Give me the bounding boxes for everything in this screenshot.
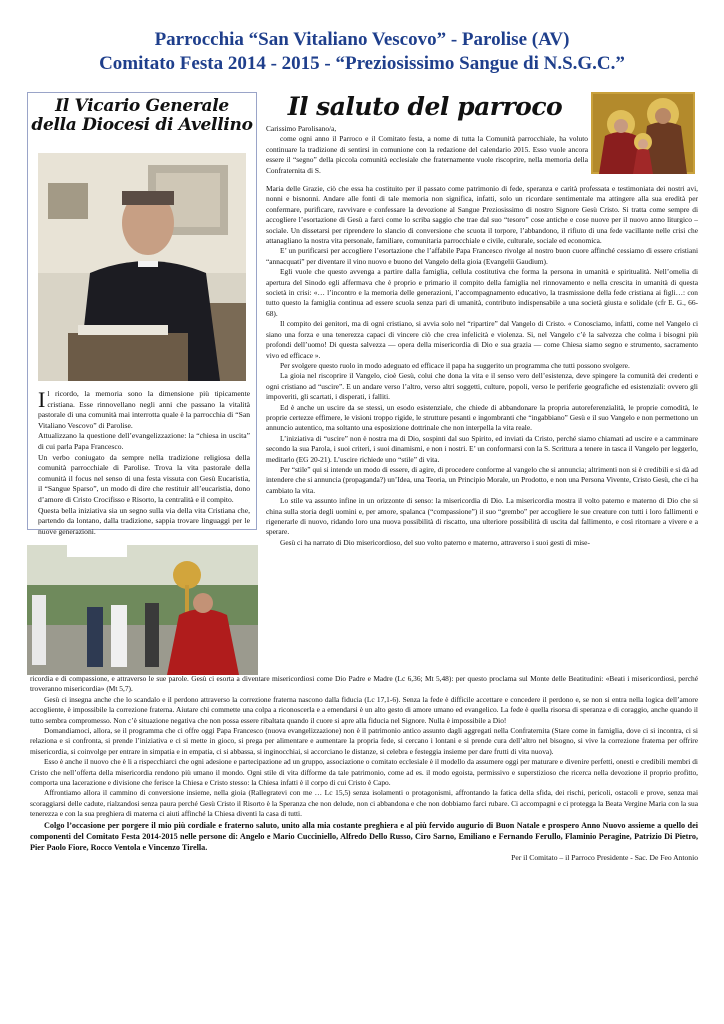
vicar-title-line-2: della Diocesi di Avellino	[31, 115, 253, 135]
letter-paragraph-5: Per svolgere questo ruolo in modo adeguato ed efficace il papa ha suggerito un programma che tutti possono svolgere.	[280, 360, 630, 370]
letter-body-wide	[30, 674, 698, 863]
letter-closing: Colgo l’occasione per porgere il mio più cordiale e fraterno saluto, unito alla mia costante preghiera e al più fervido augurio di Buon Natale e prospero Anno Nuovo assieme a quello dei componenti del Comitato Festa 2014-2015 nelle persone di: Angelo e Mario Cucciniello, Alfredo Dello Russo, Ciro Sarno, Emiliano e Fernando Ferullo, Flaminio Peragine, Patrizio Di Pietro, Pier Paolo Fiore, Rocco Ventola e Vincenzo Tirella.	[30, 820, 698, 852]
letter-opening	[266, 124, 588, 176]
procession-photo	[27, 545, 258, 675]
vicar-photo	[38, 153, 246, 381]
letter-paragraph-6: La gioia nel riscoprire il Vangelo, cioè Gesù, colui che dona la vita e il senso vero dell’esistenza, deve spingere la comunità dei credenti e ogni cristiano ad “uscire”. E un andare verso l’altro, verso altri soggetti, culture, popoli, verso le periferie geografiche ed esistenziali: ovvero gli impoveriti, gli scartati, i disperati, i falliti.	[266, 371, 698, 402]
letter-paragraph-12: Gesù ci insegna anche che lo scandalo e il perdono attraverso la correzione fraterna nascono dalla fiducia (Lc 17,1-6). Senza la fede è difficile accettare e concedere il perdono e, se non si entra nella logica dell’amore accogliente, è impossibile la correzione fraterna. Aiutare chi commette una colpa a riconoscerla e a emendarsi è un alto gesto di amore umano ed evangelico. La fede è quella risorsa di speranza e di coraggio, anche quando il tutto sembra compromesso. Non c’è situazione negativa che non possa essere ribaltata quando il cuore si apre alla fiducia nel Signore. Nulla è impossibile a Dio!	[30, 694, 698, 725]
vicar-paragraph-1-text: l ricordo, la memoria sono la dimensione più tipicamente cristiana. Esse rinnovellano negli anni che passano la vitalità pastorale di una comunità mai interrotta quale è la parrocchia di “San Vitaliano Vescovo” di Parolise.	[38, 389, 250, 430]
letter-paragraph-1: come ogni anno il Parroco e il Comitato festa, a nome di tutta la Comunità parrocchiale, ha voluto continuare la tradizione di sentirsi in comunione con la redazione del calendario 2015. Esso vuole ancora essere il “segno” della piccola comunità ecclesiale che fraternamente vuole riscoprire, nella memoria della Confraternita di S.	[266, 134, 588, 175]
vicar-dropcap: I	[38, 387, 46, 412]
saluto-title: Il saluto del parroco	[287, 92, 563, 121]
vicar-paragraph-2: Attualizzano la questione dell’evangelizzazione: la “chiesa in uscita” di cui parla Papa Francesco.	[38, 431, 250, 451]
letter-paragraph-9: Per “stile” qui si intende un modo di essere, di agire, di procedere conforme al vangelo che si annuncia; altrimenti non si è credibili e si dà ad intendere che si annuncia (propaganda?) un’Idea, una Teoria, un Principio Morale, un Prodotto, e non una Persona Vivente, Cristo Gesù, che ci ha cambiato la vita.	[266, 464, 698, 495]
letter-paragraph-11a: Gesù ci ha narrato di Dio misericordioso, del suo volto paterno e materno, attraverso i suoi gesti di mise-	[280, 537, 590, 547]
masthead	[0, 28, 724, 76]
holy-family-icon	[591, 92, 695, 174]
letter-paragraph-2: E’ un purificarsi per accogliere l’esortazione che l’affabile Papa Francesco rivolge al nostro buon cuore affinché cessiamo di essere cristiani “annacquati” per diventare il vino nuovo e buono del Vangelo della gioia (Evangelii Gaudium).	[266, 246, 698, 266]
masthead-line-2: Comitato Festa 2014 - 2015 - “Preziosissimo Sangue di N.S.G.C.”	[99, 53, 625, 74]
vicar-paragraph-3: Un verbo coniugato da sempre nella tradizione religiosa della comunità parrocchiale di Parolise. Trova la vita pastorale della comunità il focus nel senso di una festa vissuta con Gesù Eucaristia, il “Sangue Sparso”, un modo di dire che restituir all’eucaristia, dono d’amore di Cristo Crocifisso e Risorto, la centralità e il compito.	[38, 452, 250, 504]
vicar-paragraph-4: Questa bella iniziativa sia un segno sulla via della vita Cristiana che, partendo da lontano, dalla tradizione, sappia trovare linguaggi per le nuove generazioni.	[38, 505, 250, 536]
letter-paragraph-4: Il compito dei genitori, ma di ogni cristiano, si avvia solo nel “ripartire” dal Vangelo di Cristo. « Conosciamo, infatti, come nel Vangelo ci siano una forza e una tenerezza capaci di vincere ciò che crea infelicità e violenza. Si, nel Vangelo c’è la salvezza che colma i bisogni più profondi dell’uomo! Di questa salvezza — opera della misericordia di Dio e sua grazia — come Chiesa siamo segno e strumento, sacramento vivo ed efficace ».	[266, 319, 698, 360]
vicar-box	[27, 92, 257, 536]
letter-paragraph-3: Egli vuole che questo avvenga a partire dalla famiglia, cellula costitutiva che forma la persona in umanità e spiritualità. Nell’omelia di apertura del Sinodo egli affermava che è proprio e primario il compito della famiglia nel rinnovamento e nella crescita in umanità di questa società in crisi: «… l’incontro e la memoria delle generazioni, l’accompagnamento educativo, la trasmissione della fede cristiana ai figli…: con tutto questo la famiglia continua ad essere scuola senza pari di umanità, contributo indispensabile a una società giusta e solidale (cfr E. G., 66-68).	[266, 267, 698, 318]
letter-paragraph-11b: ricordia e di compassione, e attraverso le sue parole. Gesù ci esorta a diventare misericordiosi come Dio Padre e Madre (Lc 6,36; Mt 5,48): per questo proclama sul Monte delle Beatitudini: «Beati i misericordiosi, perché troveranno misericordia» (Mt 5,7).	[30, 674, 698, 694]
masthead-line-1: Parrocchia “San Vitaliano Vescovo” - Parolise (AV)	[154, 29, 570, 50]
letter-paragraph-1b: Maria delle Grazie, ciò che essa ha costituito per il passato come patrimonio di fede, speranza e carità professata e testimoniata dei nostri avi, nonni e bisnonni. Andare alle fonti di tale memoria non significa, infatti, solo un ricordare sentimentale ma attingere alla sua eredità per confermare, purificare, ravvivare e confessare la devozione al Sangue Preziosissimo di nostro Signore Gesù Cristo. Si tratta come sempre di accogliere l’esortazione di Gesù a farci come lo scriba saggio che trae dal suo “tesoro” cose antiche e cose nuove per il nuovo anno liturgico – sociale. Un dissetarsi per riprendere lo slancio di conversione che scuota il torpore, l’abbandono, il rifiuto di una fede vacillante nelle crisi che attanagliano la nostra vita personale, familiare, comunitaria parrocchiale e civile, culturale, sociale ed economica.	[266, 184, 698, 246]
vicar-title-line-1: Il Vicario Generale	[55, 96, 229, 116]
letter-paragraph-13: Domandiamoci, allora, se il programma che ci offre oggi Papa Francesco (nuova evangelizzazione) non è il patrimonio antico assunto dagli aggregati nella Confraternita (Stare come in famiglia, dove ci si incontra, ci si relaziona e si confronta, si prende l’iniziativa e ci si mette in gioco, si prega per alimentare e aumentare la propria fede, si cercano i lontani e si prende cura dell’altro nel bisogno, si vive la correzione fraterna per offrire misericordia, si coinvolge per entrare in simpatia e in empatia, ci si abbassa, si inginocchiai, si accorciano le distanze, si celebra e festeggia insieme per dare frutti di vita nuova).	[30, 726, 698, 756]
letter-paragraph-15: Affrontiamo allora il cammino di conversione insieme, nella gioia (Rallegratevi con me … Lc 15,5) senza isolamenti o protagonismi, affrontando la fatica della sfida, dei rischi, pericoli, ostacoli e prove, senza mai scoraggiarsi delle cadute, rialzandosi senza paura perché Gesù Cristo il Risorto è la Speranza che non delude, non ci abbandona e che non dobbiamo farci rubare. Ci accompagni e ci protegga la Beata Vergine Maria con la sua tenerezza e con la sua preghiera di materna ci aiuti affinché la Chiesa diventi la casa di tutti.	[30, 788, 698, 819]
vicar-paragraph-1	[38, 389, 250, 431]
letter-paragraph-10: Lo stile va assunto infine in un orizzonte di senso: la misericordia di Dio. La misericordia mostra il volto paterno e materno di Dio che si china sulla storia degli uomini e, per amore, spalanca (“compassione”) il suo “grembo” per accogliere le sue creature con tutti i loro fallimenti e rigenerarle di nuovo, ridando loro una nuova possibilità di riscatto, una ulteriore possibilità di uscita dal fallimento, e così ritornare a vivere e a sperare.	[266, 496, 698, 537]
letter-paragraph-8: L’iniziativa di “uscire” non è nostra ma di Dio, sospinti dal suo Spirito, ed inviati da Cristo, perché siamo chiamati ad uscire e a camminare secondo la sua Parola, i suoi criteri, i suoi dinamismi, e non i nostri. E’ un conformarsi con la S. Scrittura a tenere in tasca il Vangelo per leggerlo, meditarlo (EG 20-21). L’uscire richiede uno “stile” di vita.	[266, 433, 698, 464]
letter-body	[266, 184, 698, 548]
letter-paragraph-7: Ed è anche un uscire da se stessi, un esodo esistenziale, che chiede di abbandonare la propria autoreferenzialità, le proprie comodità, le proprie certezze effimere, le visioni troppo rigide, le strutture pesanti e ingombranti che “ingabbiano” Gesù e il suo Vangelo e non permettono un annuncio autentico, ma soltanto una esposizione dottrinale che non interpella la vita reale.	[266, 402, 698, 433]
letter-paragraph-14: Esso è anche il nuovo che è li a rispecchiarci che ogni adesione e partecipazione ad un gruppo, associazione o comitato ecclesiale è il modello da assumere oggi per maturare e divenire perfetti, onesti e credibili membri di Cristo che nell’offerta della misericordia rendono più umano il mondo. Ogni stile di vita difforme da tale patrimonio, come ad es. il modo egoista, permissivo e superstizioso che ricerca nella devozione il proprio profitto, comporta una lacerazione e divisione che ferisce la Chiesa e Cristo stesso: la Chiesa infatti è il corpo di cui Cristo è Capo.	[30, 757, 698, 788]
letter-greeting: Carissimo Parolisano/a,	[266, 124, 337, 133]
letter-signature: Per il Comitato – il Parroco Presidente - Sac. De Feo Antonio	[511, 852, 698, 862]
vicar-text	[38, 389, 250, 537]
vicar-title	[28, 97, 256, 135]
